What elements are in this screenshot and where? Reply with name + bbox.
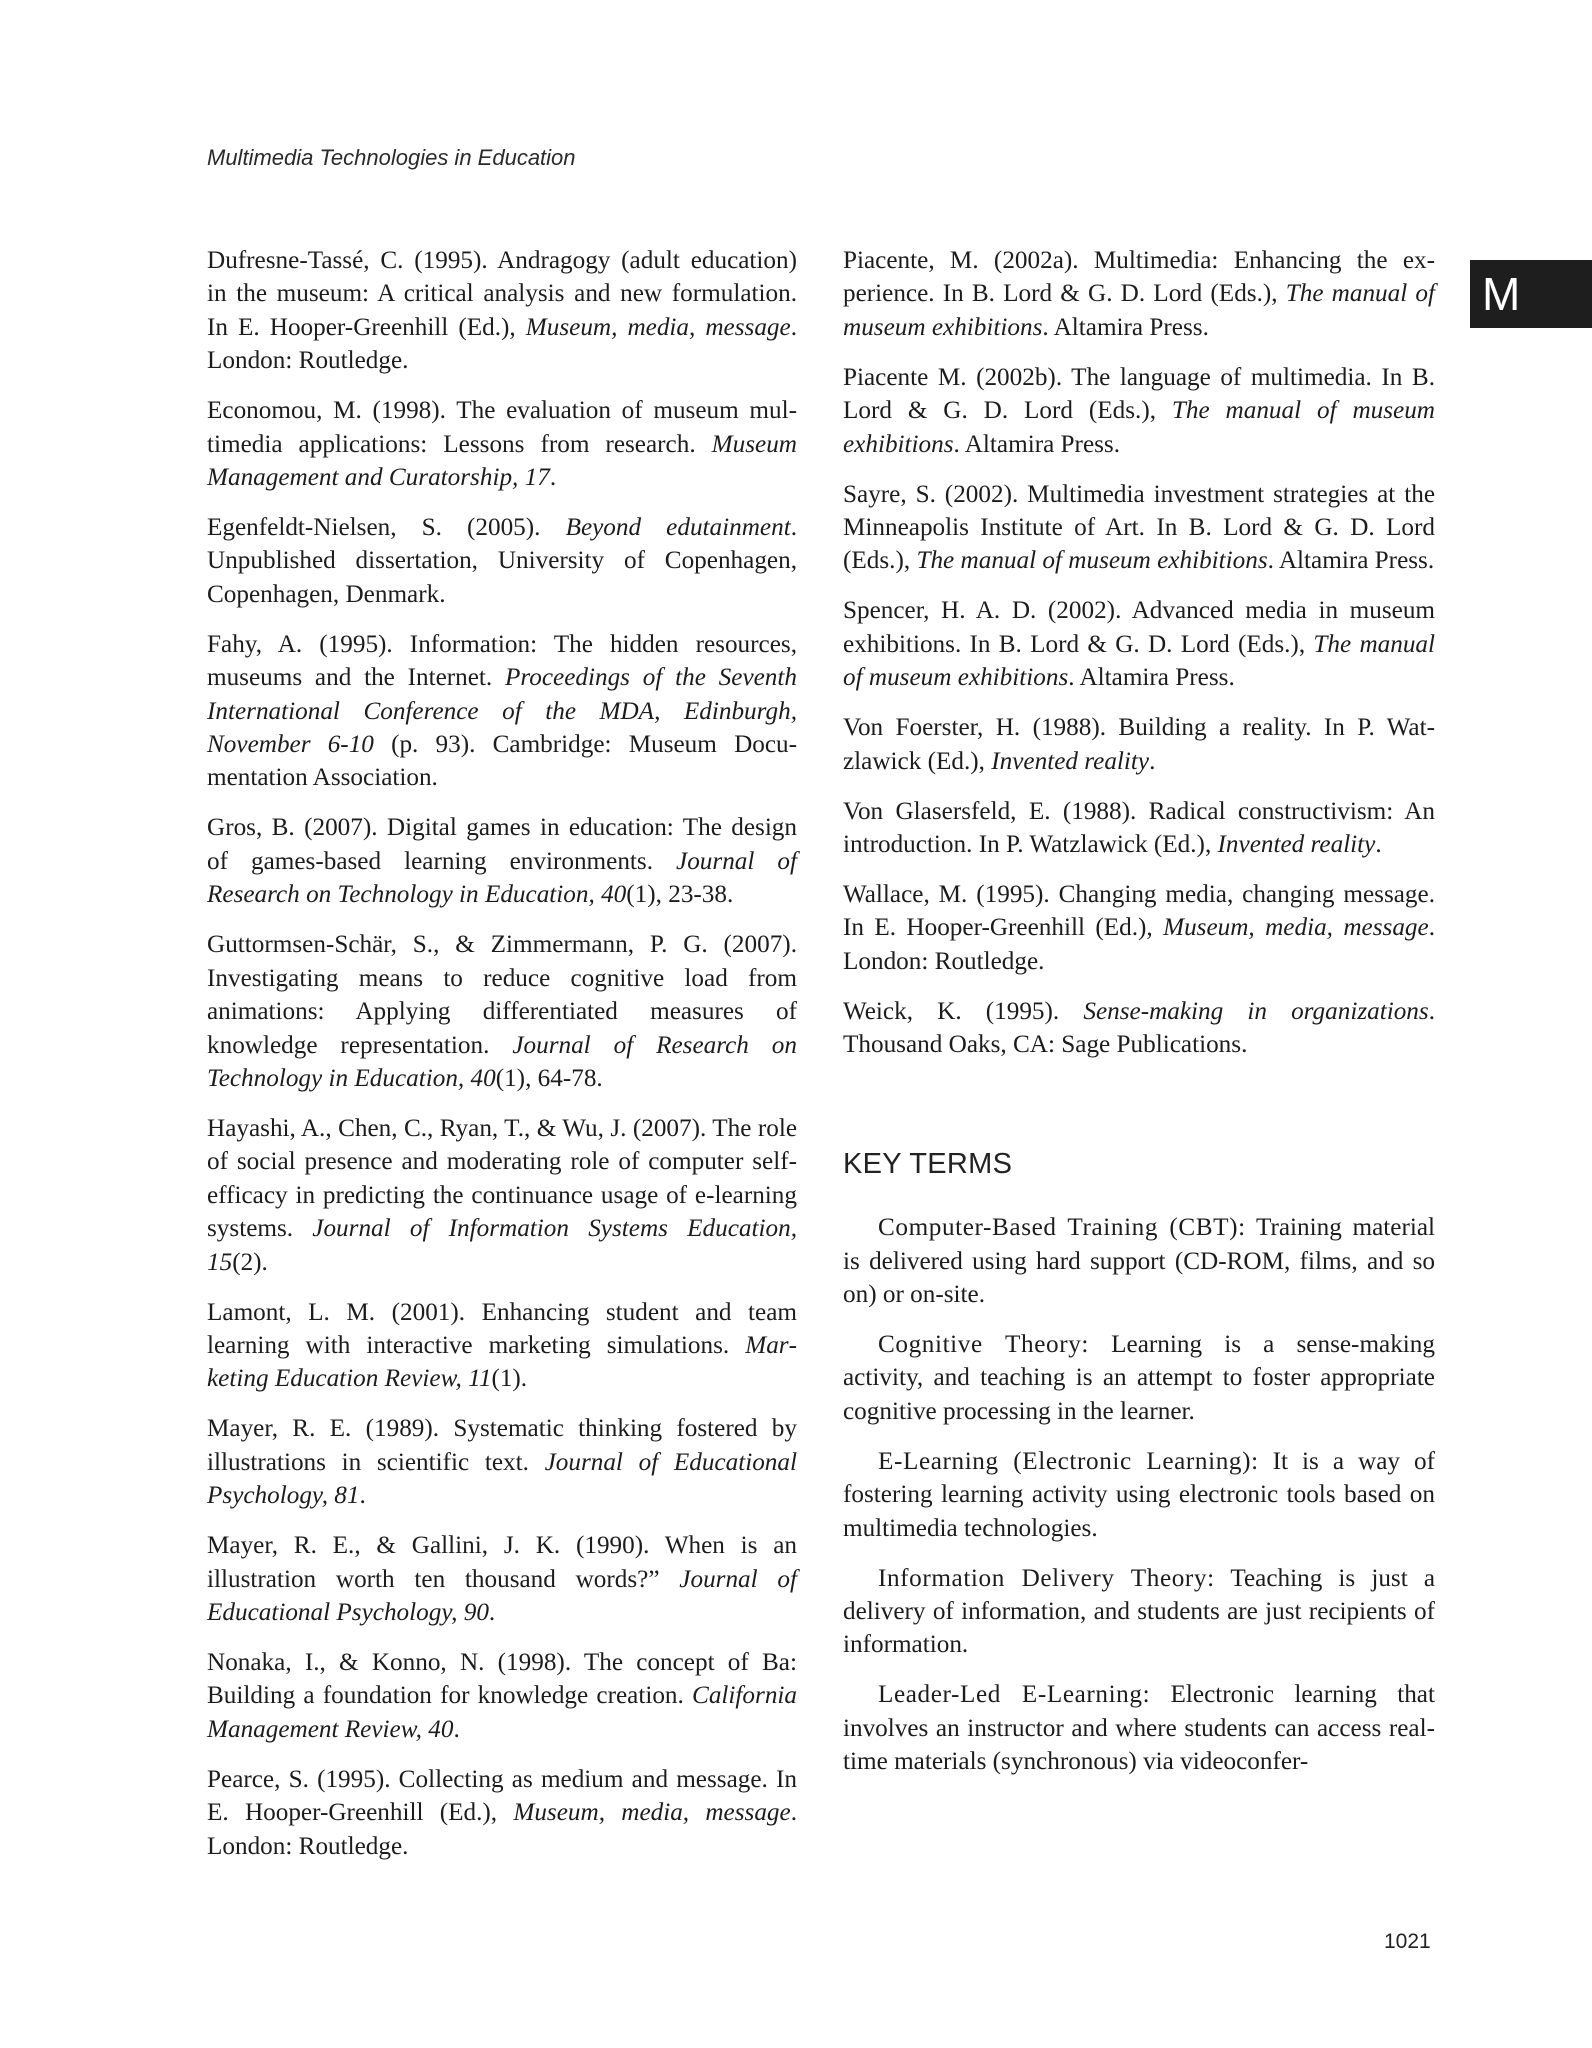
key-term-name: Cognitive Theory: xyxy=(878,1330,1089,1358)
key-term-definition: Learning is a sense-making activity, and teaching is an attempt to foster appropriate cognitive processing in the learner. xyxy=(843,1330,1435,1425)
key-term-name: E-Learning (Electronic Learning): xyxy=(878,1447,1259,1475)
reference-entry: Sayre, S. (2002). Multimedia investment strategies at the Minneapolis Institute of Art. In B. Lord & G. D. Lord (Eds.), The manual of museum exhibitions. Altamira Press. xyxy=(843,480,1435,575)
references-right-column xyxy=(843,244,1435,1795)
running-head-title: Multimedia Technologies in Education xyxy=(207,145,576,170)
key-term-entry xyxy=(843,1445,1435,1545)
key-term-name: Information Delivery Theory: xyxy=(878,1564,1215,1592)
reference-entry: Dufresne-Tassé, C. (1995). Andragogy (adult education) in the museum: A critical analysis and new formulation. In E. Hooper-Greenhill (Ed.), Museum, media, message. London: Routledge. xyxy=(207,247,797,375)
key-term-definition: Electronic learning that involves an instructor and where students can access real-time materials (synchronous) via videoconfer- xyxy=(843,1681,1435,1776)
reference-entry: Economou, M. (1998). The evaluation of museum multimedia applications: Lessons from research. Museum Management and Curatorship, 17. xyxy=(207,397,797,492)
key-term-entry xyxy=(843,1328,1435,1428)
reference-entry: Mayer, R. E., & Gallini, J. K. (1990). When is an illustration worth ten thousand words?” Journal of Educational Psychology, 90. xyxy=(207,1532,797,1626)
key-term-entry xyxy=(843,1678,1435,1778)
reference-entry: Von Glasersfeld, E. (1988). Radical constructivism: An introduction. In P. Watzlawick (Ed.), Invented reality. xyxy=(843,797,1435,859)
reference-entry: Hayashi, A., Chen, C., Ryan, T., & Wu, J. (2007). The role of social presence and moderating role of computer self-efficacy in predicting the continuance usage of e-learning systems. Journal of Information Systems Education, 15(2). xyxy=(207,1114,797,1276)
key-term-entry xyxy=(843,1562,1435,1662)
reference-entry: Spencer, H. A. D. (2002). Advanced media in museum exhibitions. In B. Lord & G. D. Lord (Eds.), The manual of museum exhibitions. Altamira Press. xyxy=(843,597,1436,692)
section-thumb-tab: M xyxy=(1470,260,1592,328)
reference-entry: Lamont, L. M. (2001). Enhancing student and team learning with interactive marketing simulations. Marketing Education Review, 11(1). xyxy=(207,1298,797,1393)
key-term-definition: It is a way of fostering learning activity using electronic tools based on multimedia technologies. xyxy=(843,1447,1435,1542)
reference-entry: Mayer, R. E. (1989). Systematic thinking fostered by illustrations in scientific text. Journal of Educational Psychology, 81. xyxy=(207,1415,797,1510)
reference-entry: Von Foerster, H. (1988). Building a reality. In P. Watzlawick (Ed.), Invented reality. xyxy=(843,714,1435,775)
reference-entry: Wallace, M. (1995). Changing media, changing message. In E. Hooper-Greenhill (Ed.), Museum, media, message. London: Routledge. xyxy=(843,881,1435,975)
reference-entry: Gros, B. (2007). Digital games in education: The design of games-based learning environments. Journal of Research on Technology in Education, 40(1), 23-38. xyxy=(207,814,797,909)
reference-entry: Guttormsen-Schär, S., & Zimmermann, P. G. (2007). Investigating means to reduce cognitive load from animations: Applying differentiated measures of knowledge representation. Journal of Research on Technology in Education, 40(1), 64-78. xyxy=(207,931,797,1092)
reference-entry: Piacente, M. (2002a). Multimedia: Enhancing the experience. In B. Lord & G. D. Lord (Eds.), The manual of museum exhibitions. Altamira Press. xyxy=(843,247,1435,341)
page-number: 1021 xyxy=(1384,1930,1431,1953)
reference-entry: Pearce, S. (1995). Collecting as medium and message. In E. Hooper-Greenhill (Ed.), Museum, media, message. London: Routledge. xyxy=(207,1765,798,1860)
key-terms-heading: KEY TERMS xyxy=(843,1147,1013,1180)
key-term-definition: Teaching is just a delivery of information, and students are just recipients of information. xyxy=(843,1564,1435,1659)
key-term-entry xyxy=(843,1211,1435,1311)
reference-entry: Weick, K. (1995). Sense-making in organizations. Thousand Oaks, CA: Sage Publications. xyxy=(843,997,1435,1059)
reference-entry: Fahy, A. (1995). Information: The hidden resources, museums and the Internet. Proceedings of the Seventh International Conference of the MDA, Edinburgh, November 6-10 (p. 93). Cambridge: Museum Documentation Association. xyxy=(207,630,798,792)
reference-entry: Egenfeldt-Nielsen, S. (2005). Beyond edutainment. Unpublished dissertation, University of Copenhagen, Copenhagen, Denmark. xyxy=(207,514,797,608)
key-term-name: Leader-Led E-Learning: xyxy=(878,1681,1151,1709)
reference-entry: Piacente M. (2002b). The language of multimedia. In B. Lord & G. D. Lord (Eds.), The manual of museum exhibitions. Altamira Press. xyxy=(843,363,1435,458)
reference-entry: Nonaka, I., & Konno, N. (1998). The concept of Ba: Building a foundation for knowledge creation. California Management Review, 40. xyxy=(207,1648,797,1743)
references-left-column xyxy=(207,244,797,1880)
key-term-definition: Training material is delivered using hard support (CD-ROM, films, and so on) or on-site. xyxy=(843,1214,1436,1308)
key-term-name: Computer-Based Training (CBT): xyxy=(878,1214,1246,1242)
